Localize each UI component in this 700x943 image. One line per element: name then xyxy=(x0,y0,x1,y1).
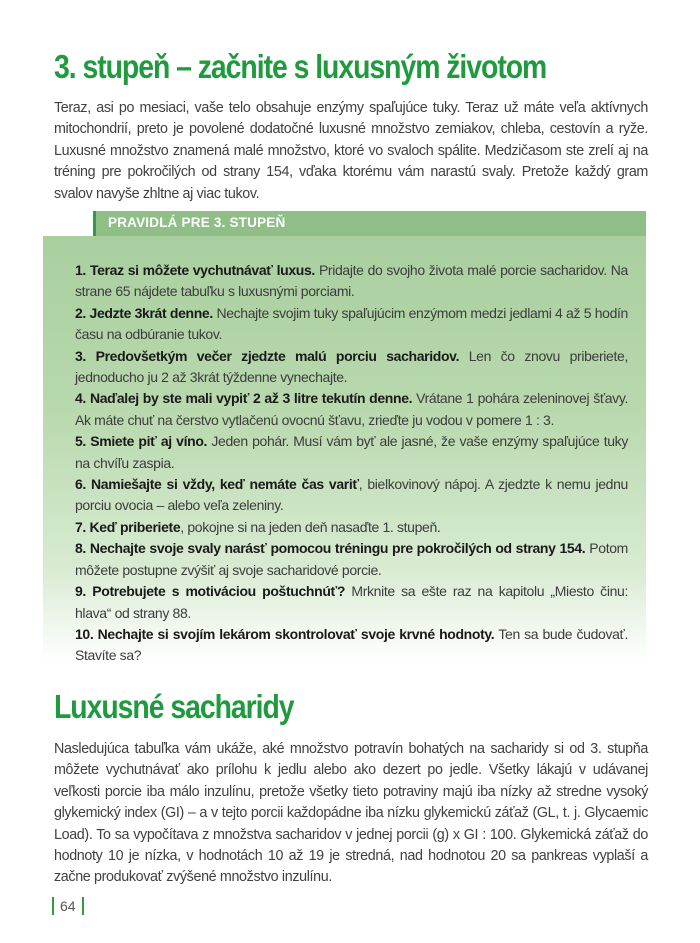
page-number xyxy=(52,897,84,915)
rule-lead: 4. Naďalej by ste mali vypiť 2 až 3 litre tekutín denne. xyxy=(75,390,413,407)
rule-item xyxy=(75,303,628,346)
rule-lead: 8. Nechajte svoje svaly narásť pomocou tréningu pre pokročilých od strany 154. xyxy=(75,540,586,557)
rule-item xyxy=(75,517,628,538)
intro-paragraph: Teraz, asi po mesiaci, vaše telo obsahuje enzýmy spaľujúce tuky. Teraz už máte veľa aktívnych mitochondrií, preto je povolené dodatočné luxusné množstvo zemiakov, chleba, cestovín a ryže. Luxusné množstvo znamená malé množstvo, ktoré vo svaloch spálite. Medzičasom ste zrelí aj na tréning pre pokročilých od strany 154, vďaka ktorému vám narastú svaly. Pretože každý gram svalov navyše zhltne aj viac tukov. xyxy=(54,100,648,202)
luxury-carbs-paragraph: Nasledujúca tabuľka vám ukáže, aké množstvo potravín bohatých na sacharidy si od 3. stupňa môžete vychutnávať ako prílohu k jedlu alebo ako dezert po jedle. Všetky lákajú v udávanej veľkosti porcie iba málo inzulínu, pretože všetky tieto potraviny majú iba nízky až stredne vysoký glykemický index (GI) – a v tejto porcii každopádne iba nízku glykemickú záťaž (GL, t. j. Glycaemic Load). To sa vypočítava z množstva sacharidov v jednej porcii (g) x GI : 100. Glykemická záťaž do hodnoty 10 je nízka, v hodnotách 10 až 19 je stredná, nad hodnotou 20 sa pankreas vyplaší a začne produkovať zvýšené množstvo inzulínu. xyxy=(54,741,648,886)
rules-box-title: PRAVIDLÁ PRE 3. STUPEŇ xyxy=(108,215,286,230)
rule-text: Len čo znovu priberiete, jednoducho ju 2 až 3krát týždenne vynechajte. xyxy=(75,347,628,386)
rule-lead: 1. Teraz si môžete vychutnávať luxus. xyxy=(75,262,315,278)
page-number-value: 64 xyxy=(60,898,76,914)
rule-item xyxy=(75,581,628,624)
rule-lead: 3. Predovšetkým večer zjedzte malú porciu sacharidov. xyxy=(75,347,460,364)
rules-list xyxy=(75,260,628,667)
page-number-bar-left xyxy=(52,897,54,915)
rule-text: Mrknite sa ešte raz na kapitolu „Miesto činu: hlava“ od strany 88. xyxy=(75,583,628,621)
rule-lead: 5. Smiete piť aj víno. xyxy=(75,433,208,450)
rule-text: Jeden pohár. Musí vám byť ale jasné, že vaše enzýmy spaľujúce tuky na chvíľu zaspia. xyxy=(75,433,628,471)
rule-text: Nechajte svojim tuky spaľujúcim enzýmom medzi jedlami 4 až 5 hodín času na odbúranie tukov. xyxy=(75,304,628,343)
rule-lead: 6. Namiešajte si vždy, keď nemáte čas variť xyxy=(75,476,359,493)
rule-text: , pokojne si na jeden deň nasaďte 1. stupeň. xyxy=(180,518,441,535)
rule-item xyxy=(75,431,628,474)
rule-text: Ten sa bude čudovať. Stavíte sa? xyxy=(75,625,628,664)
rule-item xyxy=(75,538,628,581)
page-number-bar-right xyxy=(82,897,84,915)
rule-lead: 2. Jedzte 3krát denne. xyxy=(75,304,213,321)
rule-text: Pridajte do svojho života malé porcie sacharidov. Na strane 65 nájdete tabuľku s luxusnými porciami. xyxy=(75,262,628,300)
rule-text: Vrátane 1 pohára zeleninovej šťavy. Ak máte chuť na čerstvo vytlačenú ovocnú šťavu, zrieďte ju vodou v pomere 1 : 3. xyxy=(75,390,628,428)
rule-item xyxy=(75,474,628,517)
rule-item xyxy=(75,388,628,431)
rule-item xyxy=(75,346,628,389)
rule-item xyxy=(75,624,628,667)
rule-lead: 10. Nechajte si svojím lekárom skontrolovať svoje krvné hodnoty. xyxy=(75,625,495,642)
section-title-stage-3: 3. stupeň – začnite s luxusným životom xyxy=(54,48,547,85)
rules-box-header xyxy=(93,211,646,236)
rule-item xyxy=(75,260,628,303)
rule-text: Potom môžete postupne zvýšiť aj svoje sacharidové porcie. xyxy=(75,540,628,578)
rule-lead: 9. Potrebujete s motiváciou poštuchnúť? xyxy=(75,583,346,600)
rule-text: , bielkovinový nápoj. A zjedzte k nemu jednu porciu ovocia – alebo veľa zeleniny. xyxy=(75,476,628,514)
section-title-luxury-carbs: Luxusné sacharidy xyxy=(54,688,294,725)
rule-lead: 7. Keď priberiete xyxy=(75,518,181,535)
